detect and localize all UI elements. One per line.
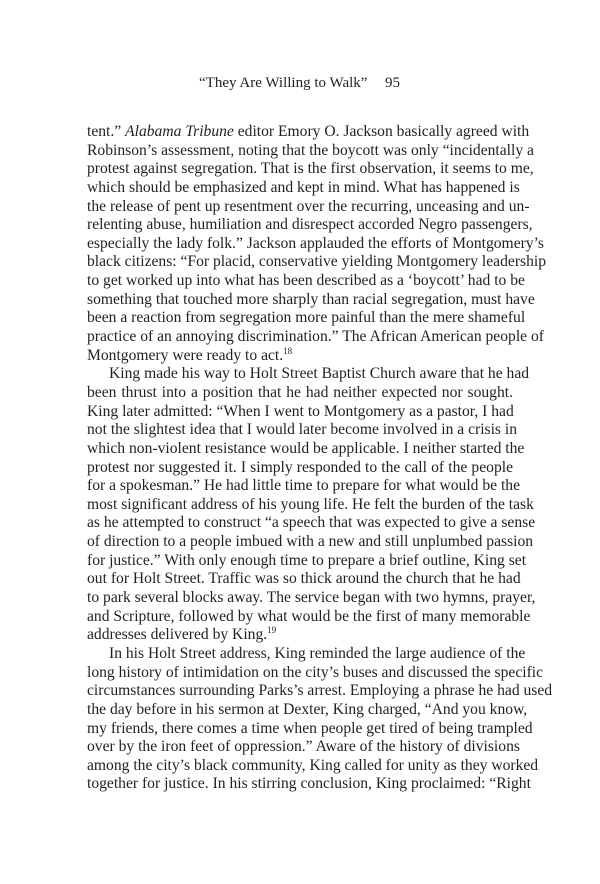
text-run: to get worked up into what has been described as a ‘boycott’ had to be — [87, 272, 525, 290]
italic-title: Alabama Tribune — [125, 123, 234, 140]
text-line — [87, 495, 534, 515]
text-line — [87, 439, 525, 459]
paragraph — [87, 365, 536, 645]
text-run: especially the lady folk.” Jackson applauded the efforts of Montgomery’s — [87, 234, 544, 252]
body-text — [87, 123, 553, 794]
footnote-marker: 18 — [283, 345, 293, 356]
text-run: Robinson’s assessment, noting that the boycott was only “incidentally a — [87, 141, 534, 159]
text-line — [87, 738, 520, 757]
text-line — [87, 197, 530, 217]
text-run: out for Holt Street. Traffic was so thick around the church that he had — [87, 570, 521, 588]
text-line — [87, 309, 526, 328]
text-run: King later admitted: “When I went to Montgomery as a pastor, I had — [87, 402, 514, 420]
text-run: which non-violent resistance would be applicable. I neither started the — [87, 439, 525, 457]
running-header-title: “They Are Willing to Walk” — [199, 75, 368, 91]
text-run: my friends, there comes a time when people get tired of being trampled — [87, 719, 533, 737]
text-line — [87, 607, 531, 627]
text-line — [87, 514, 536, 533]
text-run: been a reaction from segregation more painful than the mere shameful — [87, 309, 526, 327]
text-run: King made his way to Holt Street Baptist Church aware that he had — [109, 365, 530, 383]
text-run: Montgomery were ready to act. — [87, 346, 284, 364]
text-run: for justice.” With only enough time to prepare a brief outline, King set — [87, 551, 527, 569]
text-line — [87, 551, 527, 571]
text-run: and Scripture, followed by what would be the first of many memorable — [87, 607, 531, 625]
text-run: the release of pent up resentment over the recurring, unceasing and un- — [87, 197, 530, 215]
text-line — [87, 234, 544, 254]
text-line — [87, 123, 530, 142]
text-run: as he attempted to construct “a speech that was expected to give a sense — [87, 514, 536, 532]
text-run: for a spokesman.” He had little time to prepare for what would be the — [87, 477, 521, 495]
paragraph — [87, 123, 547, 365]
text-run: In his Holt Street address, King reminded the large audience of the — [109, 644, 526, 662]
text-line — [87, 533, 534, 552]
text-line — [87, 700, 528, 720]
text-line — [87, 626, 513, 645]
text-line — [87, 644, 526, 664]
text-line — [87, 160, 534, 179]
text-line — [87, 365, 530, 384]
text-run: most significant address of his young life. He felt the burden of the task — [87, 495, 534, 513]
text-run: together for justice. In his stirring conclusion, King proclaimed: “Right — [87, 775, 531, 793]
text-line — [87, 459, 513, 478]
text-line — [87, 477, 521, 496]
text-line — [87, 421, 518, 440]
text-line — [87, 290, 535, 310]
text-run: something that touched more sharply than racial segregation, must have — [87, 290, 535, 308]
text-line — [87, 403, 513, 422]
text-line — [87, 589, 536, 608]
text-run: tent.” — [87, 123, 126, 140]
text-run: to park several blocks away. The service began with two hymns, prayer, — [87, 589, 536, 607]
text-run: which should be emphasized and kept in mind. What has happened is — [87, 178, 520, 196]
text-run: of direction to a people imbued with a new and still unplumbed passion — [87, 533, 534, 551]
page-number: 95 — [385, 75, 400, 91]
text-line — [87, 384, 513, 403]
text-line — [87, 756, 539, 776]
paragraph — [87, 644, 553, 794]
text-run: addresses delivered by King. — [87, 626, 268, 644]
text-run: over by the iron feet of oppression.” Aware of the history of divisions — [87, 738, 520, 756]
text-line — [87, 253, 547, 272]
text-run: relenting abuse, humiliation and disrespect accorded Negro passengers, — [87, 216, 533, 234]
text-run: long history of intimidation on the city’s buses and discussed the specific — [87, 663, 544, 681]
text-run: the day before in his sermon at Dexter, King charged, “And you know, — [87, 700, 528, 718]
text-line — [87, 682, 553, 701]
text-line — [87, 570, 521, 589]
text-line — [87, 328, 544, 347]
text-run: among the city’s black community, King called for unity as they worked — [87, 756, 539, 774]
text-run: protest against segregation. That is the first observation, it seems to me, — [87, 160, 534, 178]
text-line — [87, 178, 520, 198]
text-run: been thrust into a position that he had neither expected nor sought. — [87, 383, 513, 401]
text-run: editor Emory O. Jackson basically agreed with — [233, 123, 530, 140]
text-run: circumstances surrounding Parks’s arrest. Employing a phrase he had used — [87, 682, 553, 700]
text-run: not the slightest idea that I would later become involved in a crisis in — [87, 421, 518, 439]
text-line — [87, 216, 533, 235]
footnote-marker: 19 — [267, 625, 277, 636]
text-run: black citizens: “For placid, conservative yielding Montgomery leadership — [87, 253, 547, 271]
text-run: practice of an annoying discrimination.” The African American people of — [87, 328, 544, 346]
text-line — [87, 663, 544, 683]
text-line — [87, 272, 525, 291]
text-line — [87, 141, 534, 161]
text-run: protest nor suggested it. I simply responded to the call of the people — [87, 458, 513, 476]
text-line — [87, 775, 531, 794]
text-line — [87, 347, 513, 366]
text-line — [87, 719, 533, 739]
